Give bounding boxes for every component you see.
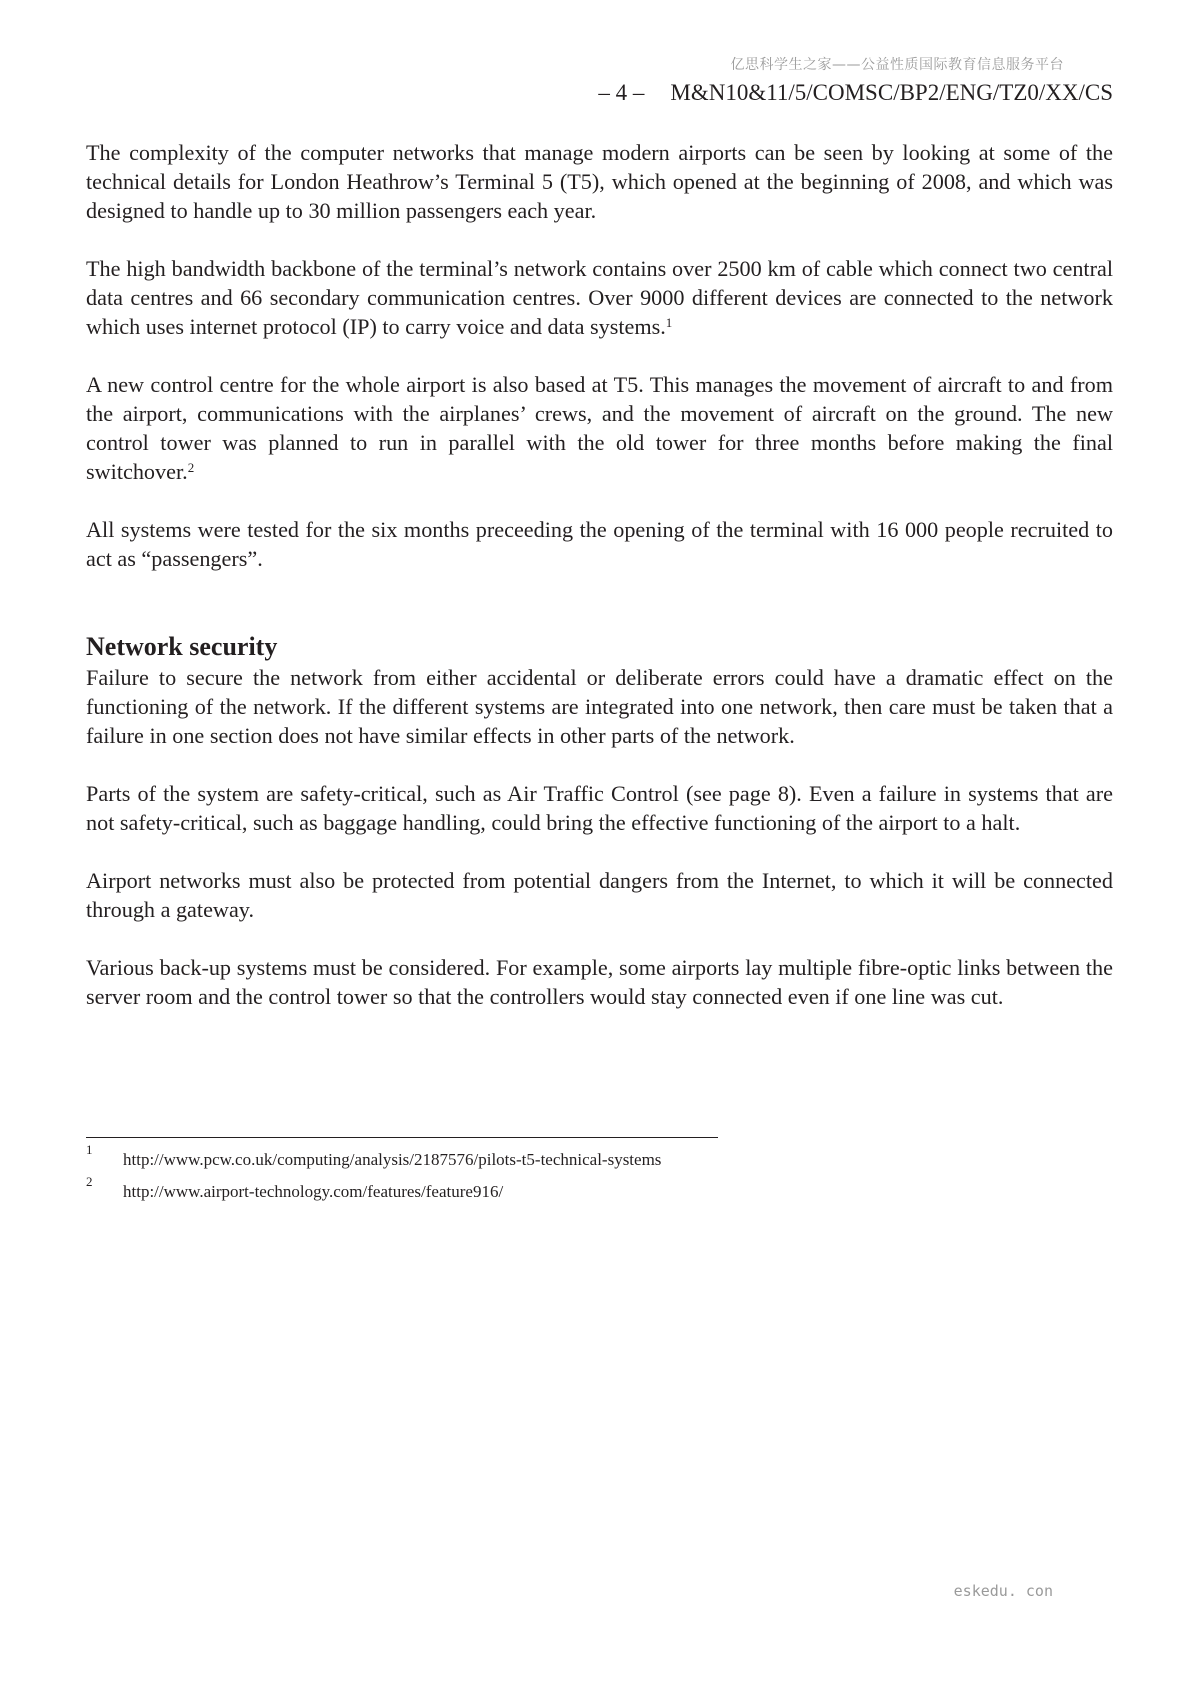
paragraph-bandwidth-backbone [86, 254, 1113, 341]
paragraph-text: The high bandwidth backbone of the terminal’s network contains over 2500 km of cable which connect two central data centres and 66 secondary communication centres. Over 9000 different devices are connected to the network which uses internet protocol (IP) to carry voice and data systems. [86, 256, 1113, 339]
footnote-ref-1[interactable]: 1 [665, 315, 673, 330]
footnote-link[interactable]: http://www.pcw.co.uk/computing/analysis/2187576/pilots-t5-technical-systems [123, 1150, 662, 1169]
paragraph-testing: All systems were tested for the six months preceeding the opening of the terminal with 16 000 people recruited to act as “passengers”. [86, 517, 1113, 571]
paragraph-safety-critical: Parts of the system are safety-critical, such as Air Traffic Control (see page 8). Even a failure in systems that are not safety-critical, such as baggage handling, could bring the effective functioning of the airport to a halt. [86, 781, 1113, 835]
watermark-top: 亿思科学生之家——公益性质国际教育信息服务平台 [730, 57, 1064, 73]
footnote-divider [86, 1137, 718, 1138]
page-number: – 4 – [598, 80, 645, 105]
paragraph-internet-dangers: Airport networks must also be protected from potential dangers from the Internet, to which it will be connected through a gateway. [86, 868, 1113, 922]
paragraph-back-up-systems: Various back-up systems must be considered. For example, some airports lay multiple fibre-optic links between the server room and the control tower so that the controllers would stay connected even if one line was cut. [86, 955, 1113, 1009]
watermark-bottom: eskedu. con [953, 1582, 1053, 1600]
footnote-item [86, 1176, 986, 1208]
footnote-link[interactable]: http://www.airport-technology.com/features/feature916/ [123, 1182, 504, 1201]
footnote-ref-2[interactable]: 2 [187, 460, 195, 475]
paragraph-failure-to-secure: Failure to secure the network from either accidental or deliberate errors could have a dramatic effect on the functioning of the network. If the different systems are integrated into one network, then care must be taken that a failure in one section does not have similar effects in other parts of the network. [86, 665, 1113, 748]
section-heading-network-security: Network security [86, 632, 278, 661]
footnote-number: 2 [86, 1174, 93, 1189]
document-body [86, 138, 1113, 1011]
page-header [0, 80, 1113, 106]
document-code: M&N10&11/5/COMSC/BP2/ENG/TZ0/XX/CS [670, 80, 1113, 105]
paragraph-t5-complexity: The complexity of the computer networks that manage modern airports can be seen by looking at some of the technical details for London Heathrow’s Terminal 5 (T5), which opened at the beginning of 2008, and which was designed to handle up to 30 million passengers each year. [86, 140, 1113, 223]
footnotes [86, 1144, 986, 1208]
paragraph-control-centre [86, 370, 1113, 486]
paragraph-text: A new control centre for the whole airport is also based at T5. This manages the movement of aircraft to and from the airport, communications with the airplanes’ crews, and the movement of aircraft on the ground. The new control tower was planned to run in parallel with the old tower for three months before making the final switchover. [86, 372, 1113, 484]
footnote-number: 1 [86, 1142, 93, 1157]
footnote-item [86, 1144, 986, 1176]
